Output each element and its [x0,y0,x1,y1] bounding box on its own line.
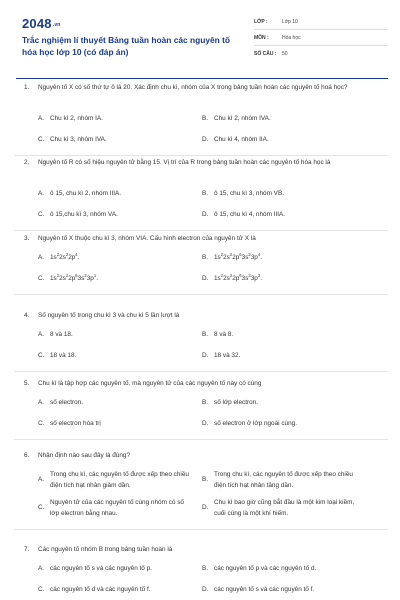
page-title: Trắc nghiệm lí thuyết Bảng tuần hoàn các nguyên tố hóa học lớp 10 (có đáp án) [22,35,231,57]
option-a[interactable] [38,469,194,491]
meta-table [254,14,388,62]
option-text: Trong chu kì, các nguyên tố được xếp theo chiều điện tích hạt nhân tăng dần. [214,471,353,489]
option-letter: A. [38,331,45,338]
meta-row-subject [254,30,388,46]
option-d[interactable] [202,273,362,284]
option-letter: B. [202,190,209,197]
option-letter: B. [202,115,209,122]
option-text: số lớp electron. [214,399,258,406]
option-c[interactable] [38,497,194,519]
question-stem: Nguyên tố X có số thứ tự ô là 20. Xác định chu kì, nhóm của X trong bảng tuần hoàn các nguyên tố hoá học? [38,84,348,91]
option-text: Chu kì 3, nhóm IVA. [50,136,107,143]
option-text: các nguyên tố p và các nguyên tố d. [214,565,317,572]
question-item [24,310,388,359]
option-d[interactable] [202,584,362,595]
meta-row-class [254,14,388,30]
option-letter: C. [38,420,45,427]
question-divider [14,371,388,372]
option-text: 8 và 8. [214,331,234,338]
option-c[interactable] [38,584,198,595]
question-divider [14,439,388,440]
option-d[interactable] [202,497,358,519]
option-text: ô 15,chu kì 3, nhóm VA. [50,211,118,218]
question-stem: Chu kì là tập hợp các nguyên tố, mà nguyên tử của các nguyên tố này có cùng [38,380,262,387]
option-text: các nguyên tố s và các nguyên tố f. [214,586,315,593]
meta-row-count [254,46,388,62]
meta-value: 50 [282,51,288,57]
question-number: 5. [24,380,30,387]
option-d[interactable] [202,209,362,220]
question-text [24,157,388,169]
option-a[interactable] [38,188,198,199]
option-b[interactable] [202,469,358,491]
question-item [24,82,388,143]
option-text: số electron ở lớp ngoài cùng. [214,420,297,427]
option-letter: D. [202,586,209,593]
option-text: các nguyên tố d và các nguyên tố f. [50,586,151,593]
option-letter: D. [202,352,209,359]
option-letter: C. [38,211,45,218]
option-b[interactable] [202,563,362,574]
option-letter: B. [202,399,209,406]
option-b[interactable] [202,113,362,124]
option-a[interactable] [38,252,198,263]
option-c[interactable] [38,209,198,220]
option-letter: D. [202,211,209,218]
option-letter: A. [38,476,45,483]
question-number: 7. [24,546,30,553]
option-letter: A. [38,115,45,122]
option-letter: C. [38,136,45,143]
question-item [24,544,388,593]
option-letter: B. [202,476,209,483]
question-text [24,310,388,322]
option-text: Chu kì 2, nhóm IVA. [214,115,271,122]
option-d[interactable] [202,418,362,429]
meta-key: LỚP : [254,18,268,25]
option-b[interactable] [202,252,362,263]
option-c[interactable] [38,134,198,145]
meta-value: Lớp 10 [282,18,298,25]
option-text: Chu kì bao giờ cũng bắt đầu là một kim loại kiềm, cuối cùng là một khí hiếm. [214,499,355,517]
question-divider [14,294,388,295]
question-number: 4. [24,312,30,319]
option-letter: A. [38,254,45,261]
option-text: Nguyên tử của các nguyên tố cùng nhóm có số lớp electron bằng nhau. [50,499,184,517]
option-d[interactable] [202,134,362,145]
option-text: số electron hóa trị [50,420,101,427]
option-letter: A. [38,565,45,572]
option-text: ô 15, chu kì 3, nhóm VB. [214,190,284,197]
question-stem: Nguyên tố R có số hiệu nguyên tử bằng 15. Vị trí của R trong bảng tuần hoàn các nguyên tố hóa học là [38,159,331,166]
option-a[interactable] [38,397,198,408]
question-stem: Số nguyên tố trong chu kì 3 và chu kì 5 lần lượt là [38,312,180,319]
option-letter: D. [202,275,209,282]
header [22,14,388,76]
option-text: $1s^22s^22p^4$. [50,251,80,261]
option-a[interactable] [38,329,198,340]
meta-value: Hóa học [282,34,301,41]
option-text: 18 và 32. [214,352,241,359]
option-text: $1s^22s^22p^63s^23p^4$. [214,251,262,261]
question-divider [14,155,388,156]
option-text: số electron. [50,399,84,406]
option-letter: A. [38,399,45,406]
question-text [24,233,388,245]
option-text: Chu kì 2, nhóm IA. [50,115,103,122]
option-letter: B. [202,331,209,338]
option-text: Chu kì 4, nhóm IIA. [214,136,269,143]
option-c[interactable] [38,418,198,429]
option-a[interactable] [38,563,198,574]
option-c[interactable] [38,273,198,284]
option-text: 18 và 18. [50,352,77,359]
option-letter: D. [202,420,209,427]
option-b[interactable] [202,329,362,340]
question-text [24,450,388,462]
question-item [24,233,388,282]
option-d[interactable] [202,350,362,361]
question-number: 2. [24,159,30,166]
option-letter: A. [38,190,45,197]
question-divider [14,529,388,530]
site-logo[interactable]: 2048.vn [22,16,61,31]
option-letter: C. [38,275,45,282]
option-text: 8 và 18. [50,331,73,338]
meta-key: SỐ CÂU : [254,51,277,57]
option-letter: D. [202,136,209,143]
header-divider [16,78,388,79]
question-text [24,82,388,94]
option-text: ô 15, chu kì 2, nhóm IIIA. [50,190,122,197]
question-number: 1. [24,84,30,91]
option-text: Trong chu kì, các nguyên tố được xếp theo chiều điện tích hạt nhân giảm dần. [50,471,189,489]
logo-suffix: .vn [52,21,61,28]
option-b[interactable] [202,397,362,408]
question-item [24,157,388,218]
option-letter: B. [202,254,209,261]
question-text [24,378,388,390]
question-text [24,544,388,556]
option-letter: C. [38,586,45,593]
option-text: các nguyên tố s và các nguyên tố p. [50,565,152,572]
question-stem: Nguyên tố X thuộc chu kì 3, nhóm VIA. Cấu hình electron của nguyên tử X là [38,235,256,242]
meta-key: MÔN : [254,34,269,41]
question-divider [14,230,388,231]
option-text: $1s^22s^22p^63s^23p^3$. [214,272,262,282]
option-b[interactable] [202,188,362,199]
question-stem: Nhận định nào sau đây là đúng? [38,452,131,459]
option-text: $1s^22s^22p^63s^23p^1$. [50,272,98,282]
option-a[interactable] [38,113,198,124]
question-number: 6. [24,452,30,459]
question-stem: Các nguyên tố nhóm B trong bảng tuần hoàn là [38,546,173,553]
option-letter: C. [38,504,45,511]
question-item [24,378,388,427]
question-item [24,450,388,517]
option-letter: B. [202,565,209,572]
option-c[interactable] [38,350,198,361]
question-number: 3. [24,235,30,242]
option-letter: D. [202,504,209,511]
option-letter: C. [38,352,45,359]
option-text: ô 15, chu kì 4, nhóm IIIA. [214,211,286,218]
